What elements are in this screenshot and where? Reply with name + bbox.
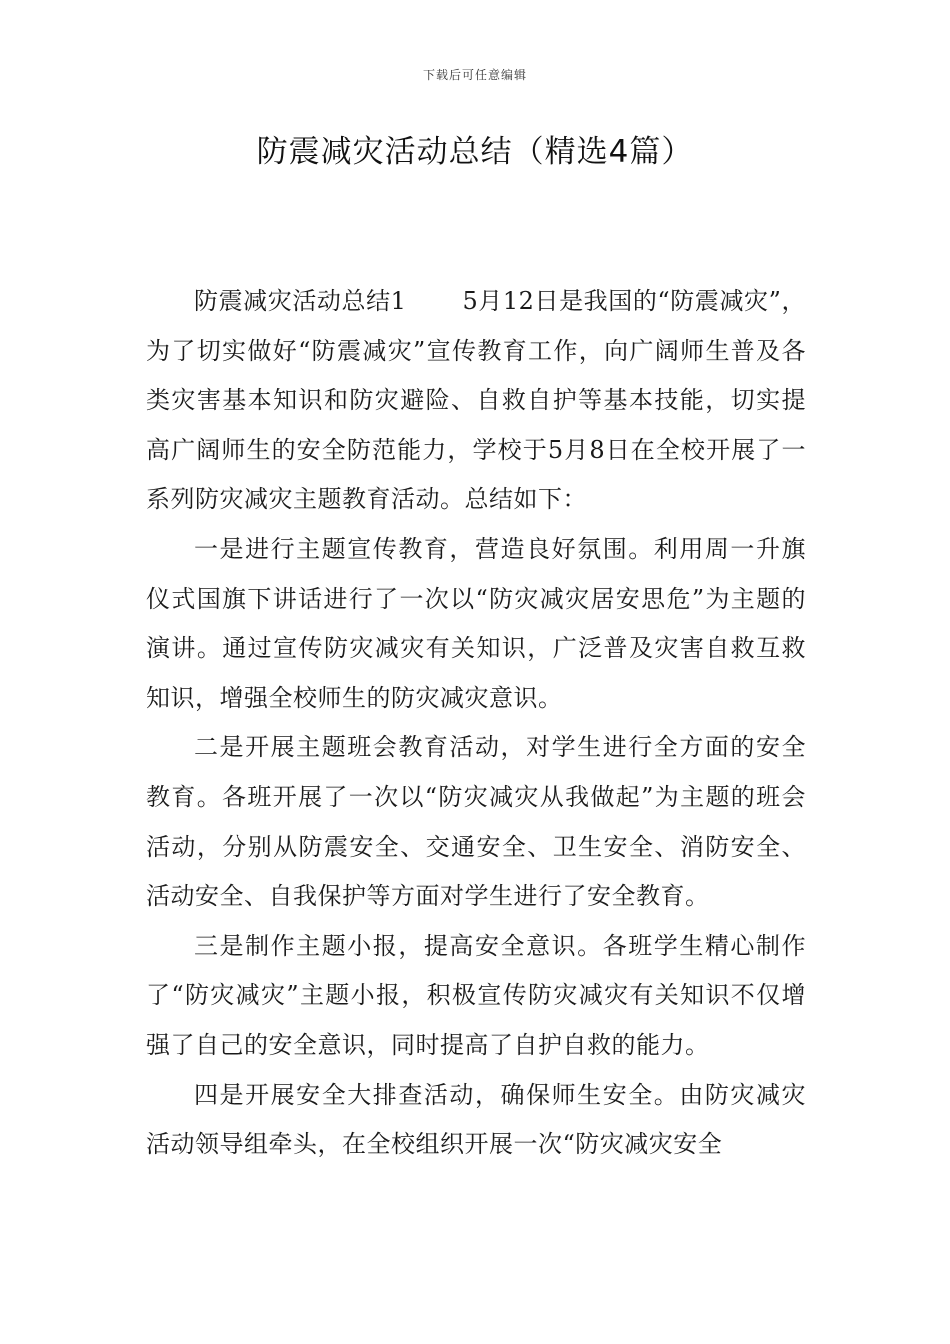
paragraph-1	[146, 277, 806, 525]
paragraph-5: 四是开展安全大排查活动，确保师生安全。由防灾减灾活动领导组牵头，在全校组织开展一次“防灾减灾安全	[146, 1080, 806, 1159]
header-note: 下载后可任意编辑	[422, 68, 527, 82]
paragraph-2: 一是进行主题宣传教育，营造良好氛围。利用周一升旗仪式国旗下讲话进行了一次以“防灾减灾居安思危”为主题的演讲。通过宣传防灾减灾有关知识，广泛普及灾害自救互救知识，增强全校师生的防灾减灾意识。	[146, 534, 806, 712]
paragraph-3: 二是开展主题班会教育活动，对学生进行全方面的安全教育。各班开展了一次以“防灾减灾从我做起”为主题的班会活动，分别从防震安全、交通安全、卫生安全、消防安全、活动安全、自我保护等方面对学生进行了安全教育。	[146, 733, 806, 911]
paragraph-1-text: 5月12日是我国的“防震减灾”，为了切实做好“防震减灾”宣传教育工作，向广阔师生普及各类灾害基本知识和防灾避险、自救自护等基本技能，切实提高广阔师生的安全防范能力，学校于5月8日在全校开展了一系列防灾减灾主题教育活动。总结如下：	[146, 287, 806, 514]
section-label: 防震减灾活动总结1	[194, 287, 407, 315]
document-title: 防震减灾活动总结（精选4篇）	[256, 134, 694, 170]
paragraph-4: 三是制作主题小报，提高安全意识。各班学生精心制作了“防灾减灾”主题小报，积极宣传防灾减灾有关知识不仅增强了自己的安全意识，同时提高了自护自救的能力。	[146, 931, 806, 1059]
document-body	[146, 277, 806, 1170]
